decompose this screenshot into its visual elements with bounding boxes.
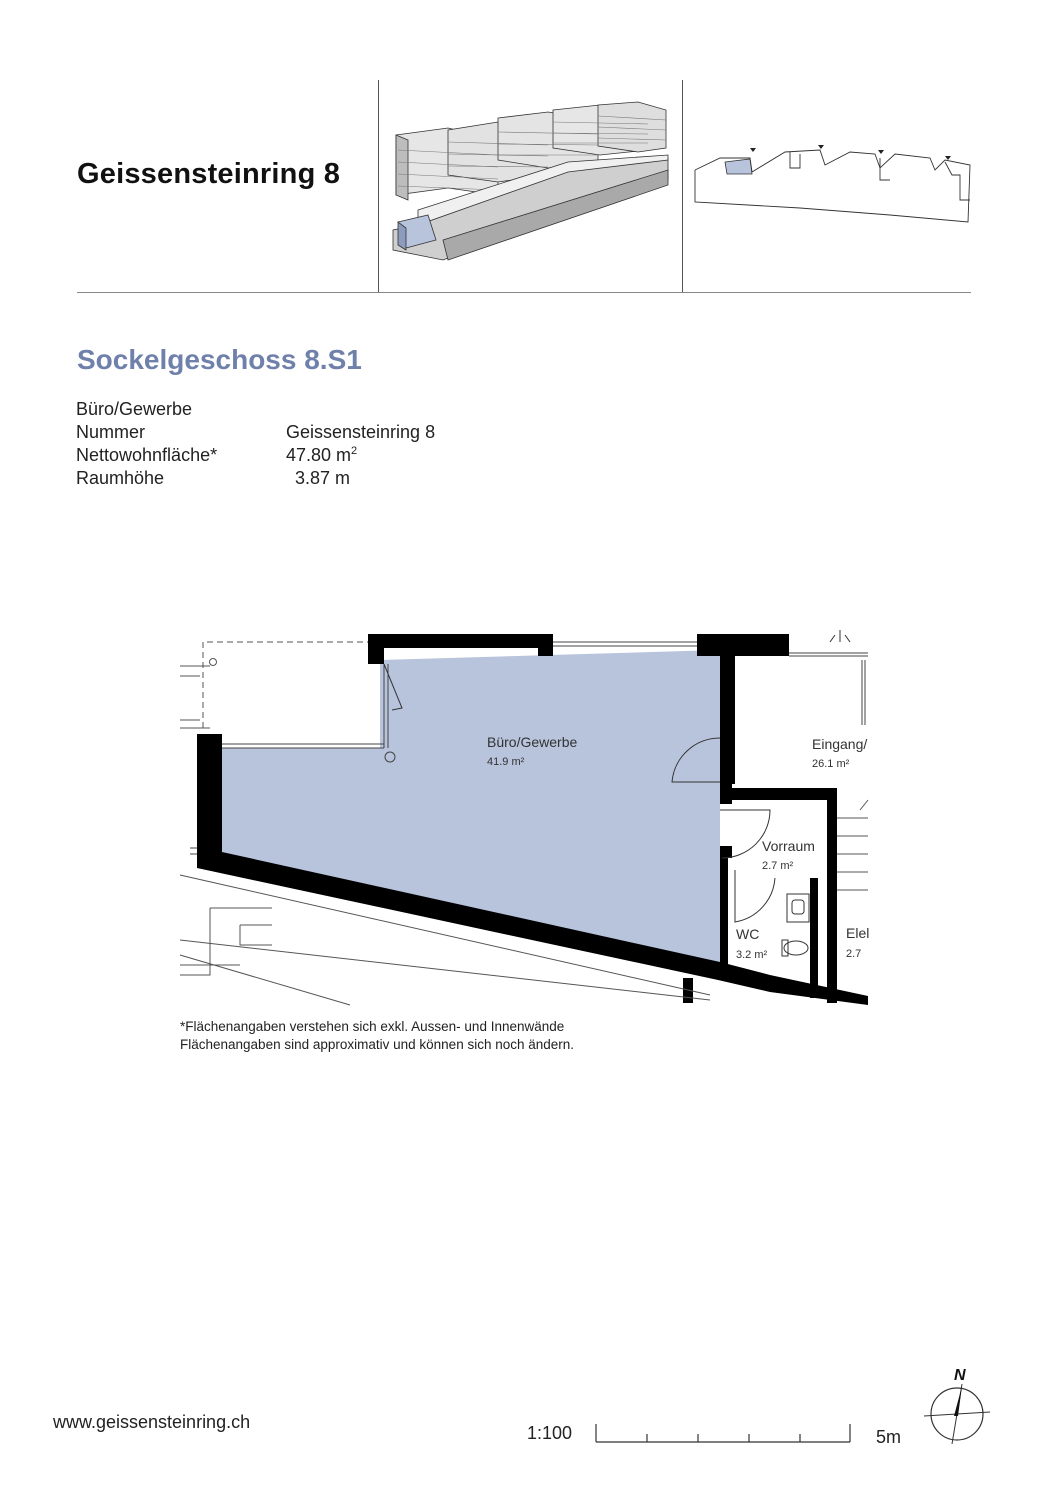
scale-label: 1:100 [527,1423,573,1443]
site-plan-image [690,140,975,230]
note-line-2: Flächenangaben sind approximativ und können sich noch ändern. [180,1037,575,1052]
room-name-eingang: Eingang/ [812,736,868,752]
info-label-raumhoehe: Raumhöhe [76,468,165,488]
page-title: Geissensteinring 8 [77,158,341,190]
info-value-nettowohnflaeche: 47.80 $m^2$ [286,445,358,465]
info-value-nummer: Geissensteinring 8 [286,422,436,442]
room-area-eingang: 26.1 m² [812,758,850,770]
room-name-elektro: Elel [846,925,870,941]
unit-type: Büro/Gewerbe [76,399,193,419]
header-divider-2 [682,80,683,292]
terrace-outline [203,642,368,728]
room-name-office: Büro/Gewerbe [487,734,578,750]
header-rule [77,292,971,293]
header-divider-1 [378,80,379,292]
room-name-wc: WC [736,926,760,942]
unit-title: Sockelgeschoss 8.S1 [77,344,362,375]
info-label-nettowohnflaeche: Nettowohnfläche* [76,445,218,465]
north-arrow-icon [922,1362,992,1444]
building-isometric-image [388,100,673,270]
info-label-nummer: Nummer [76,422,146,442]
room-area-office: 41.9 m² [487,756,525,768]
room-name-vorraum: Vorraum [762,838,815,854]
north-label: N [954,1367,966,1384]
room-area-wc: 3.2 m² [736,949,768,961]
floor-plan [170,620,870,1015]
room-area-vorraum: 2.7 m² [762,860,794,872]
info-value-raumhoehe: 3.87 m [295,468,351,488]
room-area-elektro: 2.7 [846,948,862,960]
scale-bar [594,1422,854,1446]
scale-end-label: 5m [876,1427,902,1447]
note-line-1: *Flächenangaben verstehen sich exkl. Aussen- und Innenwände [180,1019,565,1034]
website-link[interactable]: www.geissensteinring.ch [53,1412,251,1432]
